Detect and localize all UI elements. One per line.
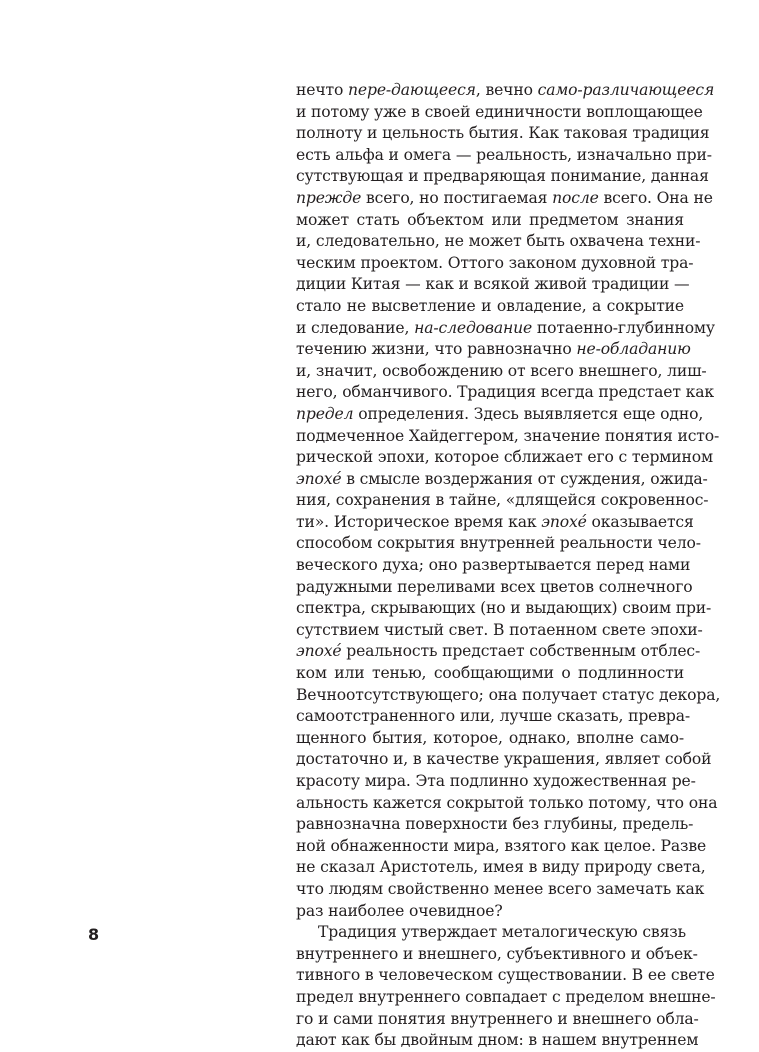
text-line [296, 620, 703, 642]
text-run: самоотстраненного или, лучше сказать, превра- [296, 707, 690, 726]
text-line [296, 296, 684, 318]
text-run: может стать объектом или предметом знания [296, 210, 684, 229]
text-run: го и сами понятия внутреннего и внешнего обла- [296, 1009, 699, 1028]
text-run: ти». Историческое время как [296, 512, 542, 531]
text-line [296, 533, 701, 555]
text-line [296, 404, 704, 426]
text-run: тивного в человеческом существовании. В ее свете [296, 966, 715, 985]
italic-term: после [552, 188, 599, 207]
text-run: есть альфа и омега — реальность, изначально при- [296, 145, 712, 164]
text-line [296, 339, 691, 361]
text-line [296, 728, 684, 750]
text-line [296, 555, 691, 577]
text-run: всего, но постигаемая [361, 188, 553, 207]
text-run: ческим проектом. Оттого законом духовной тра- [296, 253, 694, 272]
text-line [296, 447, 713, 469]
text-line [296, 426, 720, 448]
text-line [296, 210, 684, 232]
text-run: и потому уже в своей единичности воплощающее [296, 102, 703, 121]
italic-term: само-различающееся [537, 81, 715, 99]
text-line [296, 188, 713, 210]
text-run: веческого духа; оно развертывается перед нами [296, 556, 691, 575]
text-line [296, 771, 696, 793]
text-line [296, 598, 712, 620]
text-run: достаточно и, в качестве украшения, являет собой [296, 750, 712, 769]
text-run: щенного бытия, которое, однако, вполне само- [296, 728, 684, 747]
italic-term: прежде [296, 188, 362, 207]
text-line [296, 145, 712, 167]
text-run: красоту мира. Эта подлинно художественная ре- [296, 772, 696, 790]
page-number: 8 [88, 925, 100, 944]
text-line [296, 944, 698, 966]
text-line [296, 469, 708, 491]
text-line [296, 361, 707, 383]
text-run: рической эпохи, которое сближает его с термином [296, 448, 713, 467]
text-run: ной обнаженности мира, взятого как целое. Разве [296, 836, 707, 855]
text-line [296, 685, 721, 707]
text-line [296, 80, 715, 102]
text-run: определения. Здесь выявляется еще одно, [353, 404, 704, 423]
text-line [296, 253, 694, 275]
italic-term: на-следование [414, 318, 533, 337]
text-run: и следование, [296, 318, 415, 337]
text-line [296, 814, 694, 836]
text-run: потаенно-глубинному [532, 318, 715, 337]
text-line [296, 274, 690, 296]
text-run: подмеченное Хайдеггером, значение понятия исто- [296, 426, 720, 445]
text-run: сутствующая и предваряющая понимание, данная [296, 167, 709, 186]
text-line [296, 922, 684, 944]
text-line [296, 102, 703, 124]
text-line [296, 706, 690, 728]
text-run: ния, сохранения в тайне, «длящейся сокровеннос- [296, 491, 709, 510]
text-line [296, 512, 694, 534]
text-line [296, 749, 712, 771]
text-line [296, 166, 709, 188]
text-run: что людям свойственно менее всего замечать как [296, 879, 705, 898]
text-run: , вечно [475, 81, 538, 99]
text-line [296, 318, 715, 340]
text-run: и, следовательно, не может быть охвачена техни- [296, 232, 701, 251]
text-line [296, 965, 715, 987]
text-run: сутствием чистый свет. В потаенном свете эпохи- [296, 620, 703, 639]
text-run: внутреннего и внешнего, субъективного и объек- [296, 944, 698, 963]
text-run: дают как бы двойным дном: в нашем внутреннем [296, 1031, 699, 1050]
text-run: нечто [296, 81, 349, 99]
text-run: и, значит, освобождению от всего внешнего, лиш- [296, 361, 707, 380]
text-run: ком или тенью, сообщающими о подлинности [296, 664, 684, 683]
text-line [296, 641, 701, 663]
text-run: реальность предстает собственным отблес- [341, 642, 701, 661]
italic-term: не-обладанию [576, 340, 691, 359]
text-line [296, 123, 710, 145]
text-line [296, 490, 709, 512]
text-run: него, обманчивого. Традиция всегда предстает как [296, 383, 714, 402]
text-line [296, 663, 684, 685]
text-run: диции Китая — как и всякой живой традиции — [296, 275, 690, 294]
text-run: предел внутреннего совпадает с пределом внешне- [296, 987, 716, 1006]
text-run: течению жизни, что равнозначно [296, 340, 577, 359]
italic-term: предел [296, 404, 354, 423]
text-run: Вечноотсутствующего; она получает статус декора, [296, 685, 721, 704]
text-run: альность кажется сокрытой только потому, что она [296, 793, 718, 812]
text-line [296, 879, 705, 901]
text-run: раз наиболее очевидное? [296, 901, 503, 920]
text-run: стало не высветление и овладение, а сокрытие [296, 296, 684, 315]
text-line [296, 987, 716, 1009]
text-run: оказывается [586, 512, 694, 531]
text-line [296, 382, 714, 404]
italic-term: пере-дающееся [348, 81, 476, 99]
text-line [296, 836, 707, 858]
text-run: спектра, скрывающих (но и выдающих) своим при- [296, 599, 712, 618]
text-run: полноту и цельность бытия. Как таковая традиция [296, 124, 710, 143]
text-line [296, 577, 693, 599]
text-run: равнозначна поверхности без глубины, предель- [296, 815, 694, 834]
text-run: не сказал Аристотель, имея в виду природу света, [296, 858, 706, 877]
text-line [296, 1030, 699, 1052]
text-run: способом сокрытия внутренней реальности чело- [296, 534, 701, 553]
body-text [296, 80, 721, 1052]
text-line [296, 1009, 699, 1031]
text-run: в смысле воздержания от суждения, ожида- [341, 469, 708, 488]
text-line [296, 857, 706, 879]
text-line [296, 231, 701, 253]
text-run: радужными переливами всех цветов солнечного [296, 577, 693, 596]
text-line [296, 793, 718, 815]
text-run: всего. Она не [598, 188, 713, 207]
text-run: Традиция утверждает металогическую связь [318, 923, 686, 942]
text-line [296, 901, 684, 923]
italic-term: эпохé [296, 469, 342, 488]
italic-term: эпохé [541, 512, 587, 531]
italic-term: эпохé [296, 642, 342, 661]
